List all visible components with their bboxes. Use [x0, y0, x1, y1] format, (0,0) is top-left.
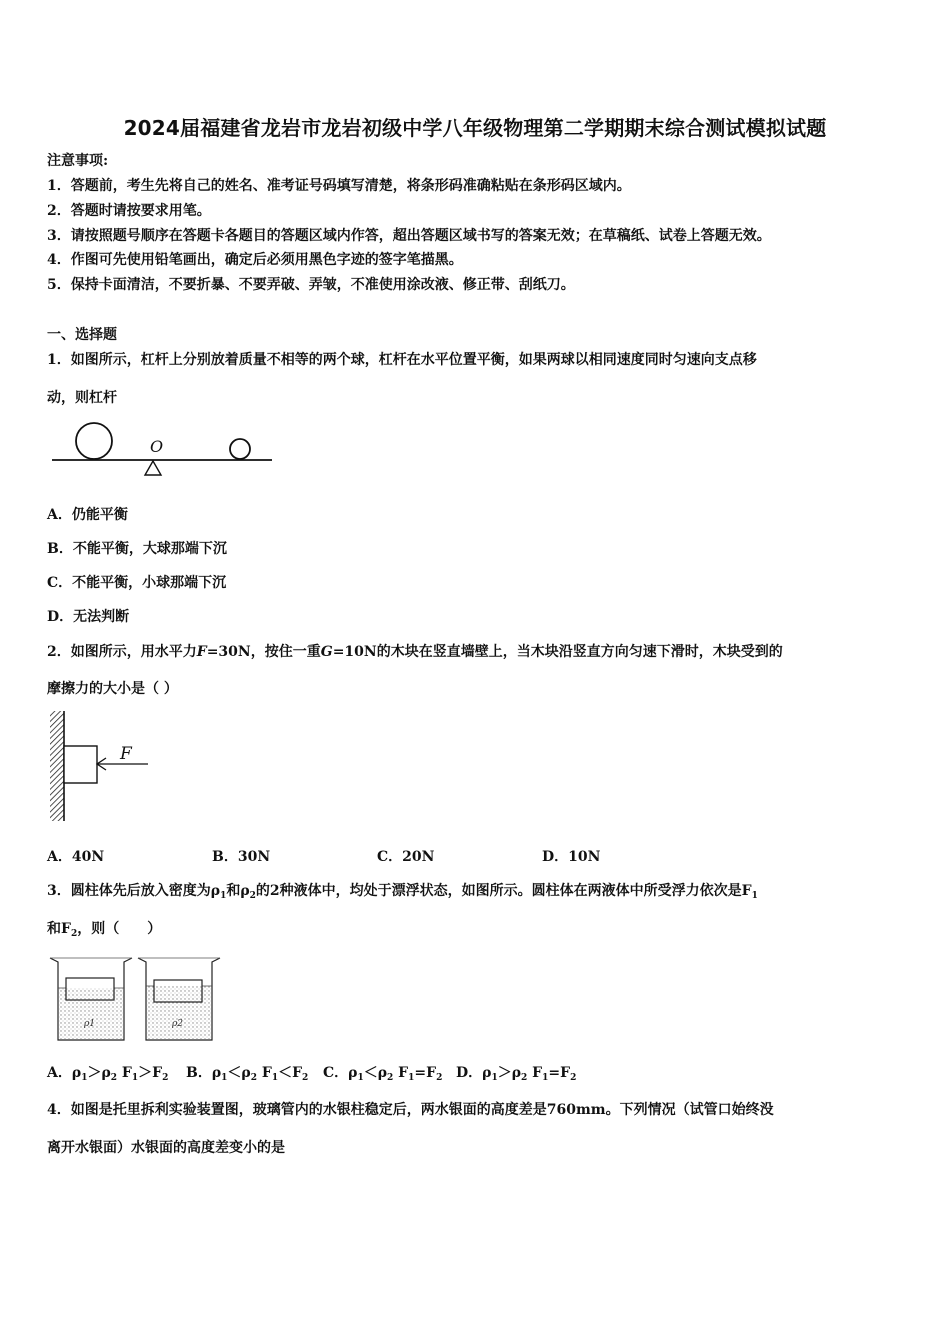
- fulcrum-label: O: [150, 437, 164, 456]
- page-title: 2024届福建省龙岩市龙岩初级中学八年级物理第二学期期末综合测试模拟试题: [123, 116, 827, 140]
- q3-option-b: B．$\rho_1<\rho_2$ $F_1<F_2$: [186, 1065, 309, 1083]
- q4-stem-line1: 4．如图是托里拆利实验装置图，玻璃管内的水银柱稳定后，两水银面的高度差是760mm。下列情况（试管口始终没: [47, 1102, 774, 1118]
- notice-item-1: 1．答题前，考生先将自己的姓名、准考证号码填写清楚，将条形码准确粘贴在条形码区域内。: [47, 178, 631, 194]
- q1-option-d: D．无法判断: [47, 609, 130, 625]
- beaker-1: [50, 958, 132, 1040]
- q2-option-a: A．40N: [47, 849, 105, 865]
- force-label: F: [120, 744, 132, 764]
- wall-hatching: [50, 711, 64, 821]
- q2-wall-figure: [46, 708, 156, 823]
- big-ball: [76, 423, 112, 459]
- small-ball: [230, 439, 250, 459]
- beaker-2-label: ρ2: [172, 1019, 184, 1029]
- q2-stem-line2: 摩擦力的大小是（ ）: [47, 681, 178, 697]
- beaker-2: [138, 958, 220, 1040]
- q1-option-b: B．不能平衡，大球那端下沉: [47, 541, 227, 557]
- notice-item-5: 5．保持卡面清洁，不要折暴、不要弄破、弄皱，不准使用涂改液、修正带、刮纸刀。: [47, 277, 575, 293]
- wooden-block: [64, 746, 97, 783]
- q3-stem-line2: 和$F_2$，则（ ）: [47, 921, 162, 939]
- q1-option-c: C．不能平衡，小球那端下沉: [47, 575, 227, 591]
- q2-option-b: B．30N: [212, 849, 271, 865]
- q1-option-a: A．仍能平衡: [47, 507, 128, 523]
- q3-beakers-figure: [44, 950, 224, 1045]
- beaker-1-label: ρ1: [84, 1019, 96, 1029]
- q3-option-d: D．$\rho_1>\rho_2$ $F_1=F_2$: [456, 1065, 577, 1083]
- q3-option-a: A．$\rho_1>\rho_2$ $F_1>F_2$: [47, 1065, 169, 1083]
- section-heading: 一、选择题: [47, 327, 117, 343]
- notice-heading: 注意事项:: [47, 153, 109, 169]
- notice-item-4: 4．作图可先使用铅笔画出，确定后必须用黑色字迹的签字笔描黑。: [47, 252, 463, 268]
- q1-lever-figure: [50, 420, 275, 480]
- q4-stem-line2: 离开水银面）水银面的高度差变小的是: [47, 1140, 285, 1156]
- fulcrum-triangle: [145, 461, 161, 475]
- q3-option-c: C．$\rho_1<\rho_2$ $F_1=F_2$: [323, 1065, 443, 1083]
- q3-stem-line1: 3．圆柱体先后放入密度为$\rho_1$和$\rho_2$的2种液体中，均处于漂浮状态，如图所示。圆柱体在两液体中所受浮力依次是$F_1$: [47, 883, 758, 901]
- q1-stem-line1: 1．如图所示，杠杆上分别放着质量不相等的两个球，杠杆在水平位置平衡，如果两球以相同速度同时匀速向支点移: [47, 352, 757, 368]
- q2-stem-line1: 2．如图所示，用水平力F=30N，按住一重G=10N的木块在竖直墙壁上，当木块沿竖直方向匀速下滑时，木块受到的: [47, 644, 783, 660]
- notice-item-2: 2．答题时请按要求用笔。: [47, 203, 211, 219]
- notice-item-3: 3．请按照题号顺序在答题卡各题目的答题区域内作答，超出答题区域书写的答案无效；在草稿纸、试卷上答题无效。: [47, 228, 771, 244]
- q2-option-d: D．10N: [542, 849, 601, 865]
- q2-option-c: C．20N: [377, 849, 435, 865]
- q1-stem-line2: 动，则杠杆: [47, 390, 117, 406]
